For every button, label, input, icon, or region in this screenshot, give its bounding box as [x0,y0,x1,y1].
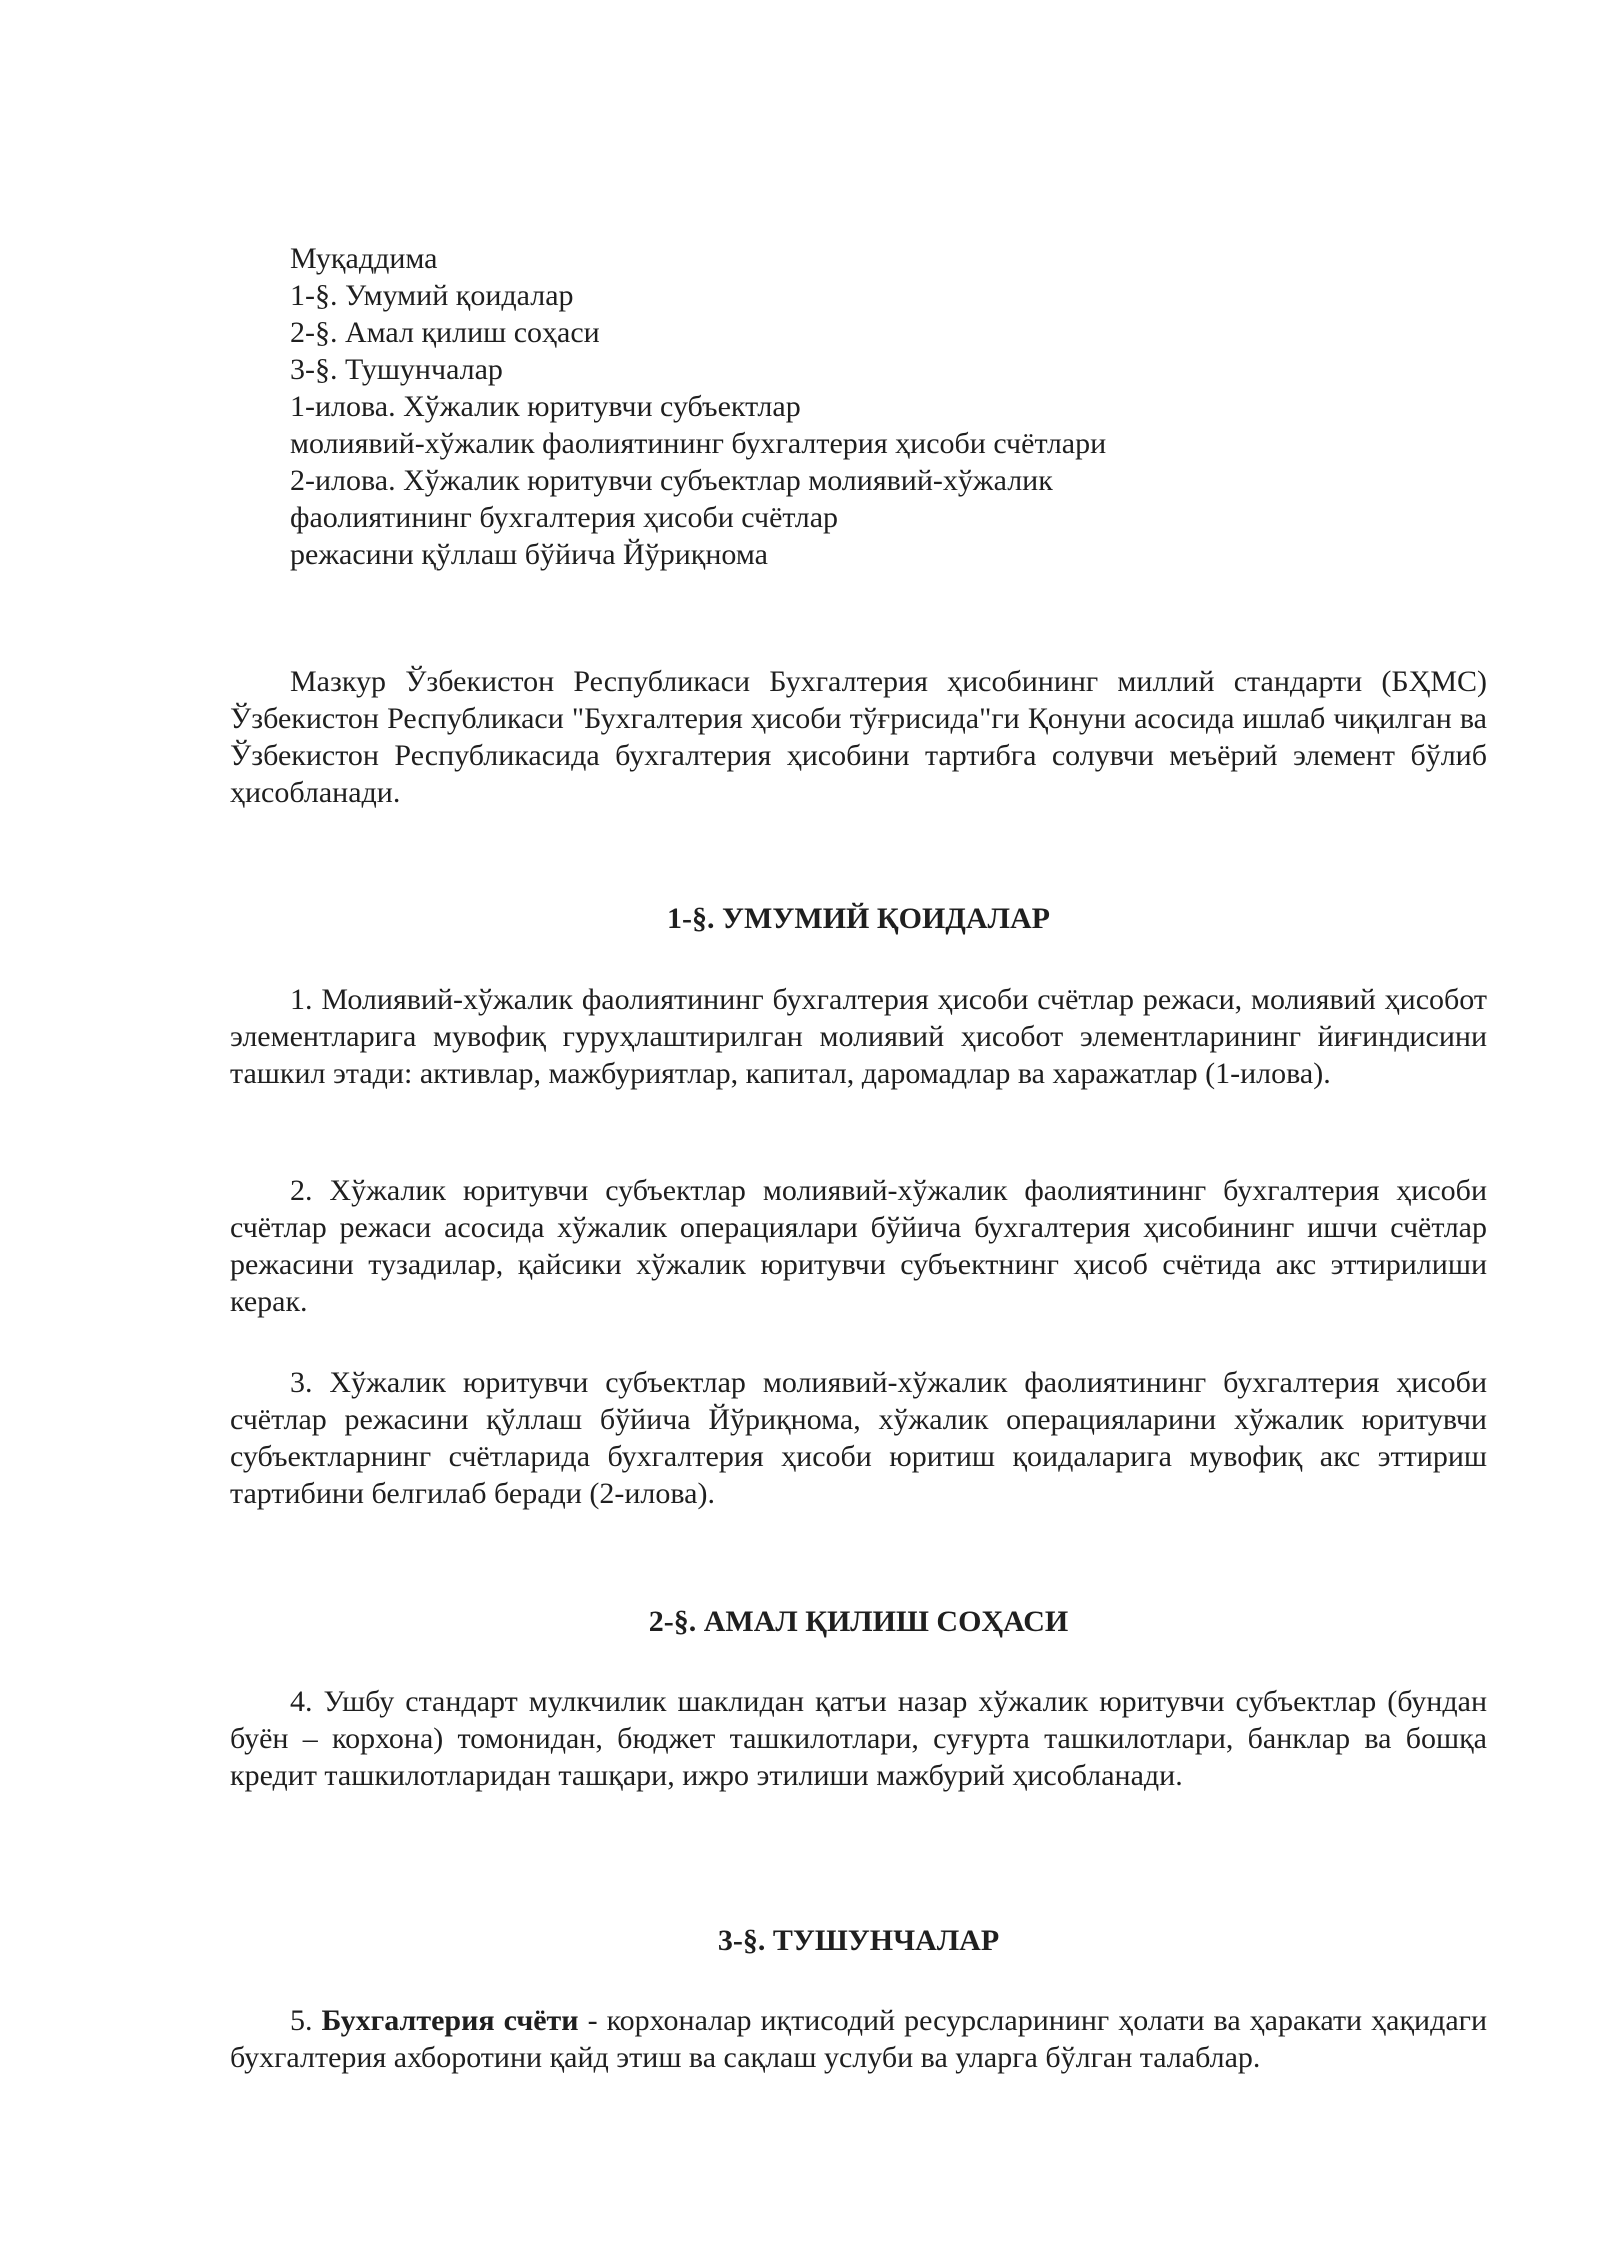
toc-item-appendix-2-cont[interactable]: фаолиятининг бухгалтерия ҳисоби счётлар [290,501,839,534]
toc-item-preamble[interactable]: Муқаддима [290,242,438,275]
toc-item-section-1[interactable]: 1-§. Умумий қоидалар [290,279,574,312]
section-1-heading: 1-§. УМУМИЙ ҚОИДАЛАР [667,902,1050,935]
toc-item-appendix-1-cont[interactable]: молиявий-хўжалик фаолиятининг бухгалтерия ҳисоби счётлари [290,427,1107,460]
section-3-heading: 3-§. ТУШУНЧАЛАР [717,1924,1000,1957]
table-of-contents [290,240,1290,573]
toc-item-section-3[interactable]: 3-§. Тушунчалар [290,353,503,386]
section-2-heading: 2-§. АМАЛ ҚИЛИШ СОҲАСИ [648,1605,1069,1638]
intro-paragraph: Мазкур Ўзбекистон Республикаси Бухгалтерия ҳисобининг миллий стандарти (БҲМС) Ўзбекистон Республикаси "Бухгалтерия ҳисоби тўғрисида"ги Қонуни асосида ишлаб чиқилган ва Ўзбекистон Республикасида бухгалтерия ҳисобини тартибга солувчи меъёрий элемент бўлиб ҳисобланади. [230,665,1487,809]
paragraph-2: 2. Хўжалик юритувчи субъектлар молиявий-хўжалик фаолиятининг бухгалтерия ҳисоби счётлар режаси асосида хўжалик операциялари бўйича бухгалтерия ҳисобининг ишчи счётлар режасини тузадилар, қайсики хўжалик юритувчи субъектнинг ҳисоб счётида акс эттирилиши керак. [230,1174,1487,1318]
toc-item-appendix-1[interactable]: 1-илова. Хўжалик юритувчи субъектлар [290,390,801,423]
paragraph-3: 3. Хўжалик юритувчи субъектлар молиявий-хўжалик фаолиятининг бухгалтерия ҳисоби счётлар режасини қўллаш бўйича Йўриқнома, хўжалик операцияларини хўжалик юритувчи субъектларнинг счётларида бухгалтерия ҳисоби юритиш қоидаларига мувофиқ акс эттириш тартибини белгилаб беради (2-илова). [230,1366,1487,1510]
paragraph-5-definition: - корхоналар иқтисодий ресурсларининг ҳолати ва ҳаракати ҳақидаги бухгалтерия ахборотини қайд этиш ва сақлаш услуби ва уларга бўлган талаблар. [230,2004,1488,2074]
paragraph-5 [230,2002,1487,2076]
paragraph-1: 1. Молиявий-хўжалик фаолиятининг бухгалтерия ҳисоби счётлар режаси, молиявий ҳисобот элементларига мувофиқ гуруҳлаштирилган молиявий ҳисобот элементларининг йиғиндисини ташкил этади: активлар, мажбуриятлар, капитал, даромадлар ва харажатлар (1-илова). [230,983,1487,1090]
toc-item-appendix-2[interactable]: 2-илова. Хўжалик юритувчи субъектлар молиявий-хўжалик [290,464,1053,497]
term-accounting-account: Бухгалтерия счёти [321,2004,579,2037]
toc-item-appendix-2-cont-2[interactable]: режасини қўллаш бўйича Йўриқнома [290,538,768,571]
paragraph-5-number: 5. [290,2004,322,2037]
paragraph-4: 4. Ушбу стандарт мулкчилик шаклидан қатъи назар хўжалик юритувчи субъектлар (бундан буён – корхона) томонидан, бюджет ташкилотлари, суғурта ташкилотлари, банклар ва бошқа кредит ташкилотларидан ташқари, ижро этилиши мажбурий ҳисобланади. [230,1685,1487,1792]
toc-item-section-2[interactable]: 2-§. Амал қилиш соҳаси [290,316,600,349]
